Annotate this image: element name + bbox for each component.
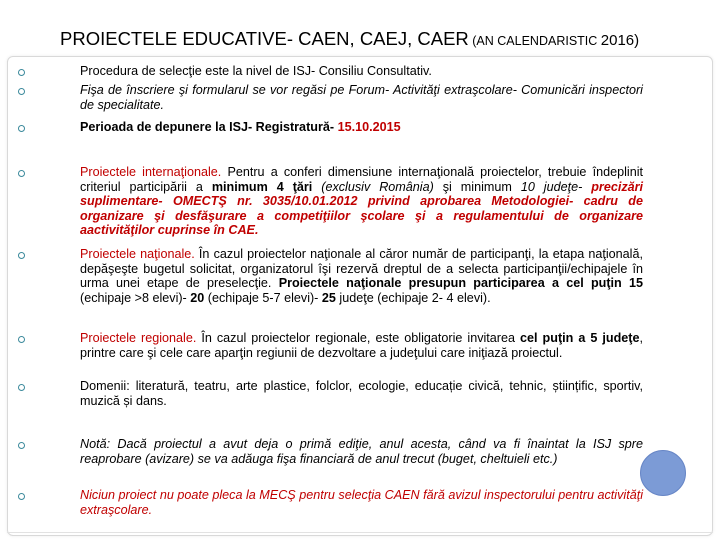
item-text: Pentru a conferi dimensiune internaţională proiectelor, trebuie îndeplinit criteriul participării a bbox=[80, 165, 643, 194]
slide-frame-bottom bbox=[7, 532, 713, 539]
item-text: Perioada de depunere la ISJ- Registratură- bbox=[80, 120, 338, 134]
list-item-perioada bbox=[80, 120, 643, 135]
item-lead: Proiectele internaţionale. bbox=[80, 165, 222, 179]
deadline-date: 15.10.2015 bbox=[337, 120, 401, 134]
item-text: (echipaje 5-7 elevi)- bbox=[204, 290, 322, 305]
item-text: Fişa de înscriere şi formularul se vor regăsi pe Forum- Activităţi extraşcolare- Comunicări inspectori de specialitate. bbox=[80, 83, 643, 112]
decorative-circle bbox=[640, 450, 686, 496]
list-item-procedura bbox=[80, 64, 643, 79]
item-lead: Proiectele naţionale. bbox=[80, 247, 195, 261]
item-text: În cazul proiectelor regionale, este obligatorie invitarea bbox=[196, 331, 521, 345]
bullet-icon bbox=[18, 252, 25, 259]
title-year: 2016) bbox=[600, 32, 640, 49]
bullet-icon bbox=[18, 125, 25, 132]
item-text: În cazul proiectelor naţionale al căror număr de participanţi, la etapa naţională, depăşeşte bugetul solicitat, organizatorul îşi rezervă dreptul de a selecta participanţii/echipajele în urma unei etape de preselecţie. bbox=[80, 247, 643, 291]
item-bold: Proiectele naţionale presupun participarea a cel puţin 15 bbox=[278, 276, 643, 291]
bullet-icon bbox=[18, 88, 25, 95]
bullet-icon bbox=[18, 336, 25, 343]
item-text: Niciun proiect nu poate pleca la MECŞ pentru selecţia CAEN fără avizul inspectorului pentru activităţi extraşcolare. bbox=[80, 488, 643, 517]
item-bold-italic: precizări suplimentare- OMECTŞ nr. 3035/10.01.2012 privind aprobarea Metodologiei- cadru de organizare şi desfăşurare a competiţiilor şcolare şi a regulamentului de organizare aactivităţilor cuprinse în CAE. bbox=[80, 179, 644, 238]
bullet-icon bbox=[18, 493, 25, 500]
item-text: Procedura de selecţie este la nivel de ISJ- Consiliu Consultativ. bbox=[80, 64, 432, 78]
item-text: şi minimum bbox=[433, 179, 521, 194]
item-text: , printre care şi cele care aparţin regiunii de dezvoltare a judeţului care iniţiază proiectul. bbox=[80, 331, 643, 360]
item-lead: Proiectele regionale. bbox=[80, 331, 197, 345]
item-text: Notă: Dacă proiectul a avut deja o primă ediţie, anul acesta, când va fi înaintat la ISJ spre reaprobare (avizare) se va adăuga fişa financiară de anul trecut (buget, cheltuieli etc.) bbox=[80, 437, 643, 466]
list-item-nationale bbox=[80, 247, 643, 305]
title-sub: (AN CALENDARISTIC bbox=[468, 34, 601, 48]
bullet-icon bbox=[18, 170, 25, 177]
list-item-internationale bbox=[80, 165, 643, 238]
list-item-domenii bbox=[80, 379, 643, 408]
slide-title bbox=[60, 28, 639, 50]
bullet-icon bbox=[18, 442, 25, 449]
item-bold: cel puţin a 5 judeţe bbox=[520, 331, 640, 345]
list-item-fisa bbox=[80, 83, 643, 112]
item-bold: 25 bbox=[321, 290, 336, 305]
list-item-niciun-proiect bbox=[80, 488, 643, 517]
item-bold: minimum 4 ţări bbox=[211, 179, 313, 194]
list-item-nota bbox=[80, 437, 643, 466]
item-text: judeţe (echipaje 2- 4 elevi). bbox=[335, 290, 491, 305]
item-bold: 20 bbox=[190, 290, 205, 305]
list-item-regionale bbox=[80, 331, 643, 360]
bullet-icon bbox=[18, 69, 25, 76]
item-italic: 10 judeţe- bbox=[520, 179, 583, 194]
item-italic: (exclusiv România) bbox=[312, 179, 434, 194]
title-main: PROIECTELE EDUCATIVE- CAEN, CAEJ, CAER bbox=[60, 28, 469, 49]
item-text: (echipaje >8 elevi)- bbox=[80, 290, 191, 305]
item-text: Domenii: literatură, teatru, arte plastice, folclor, ecologie, educație civică, tehnic, științific, sportiv, muzică și dans. bbox=[80, 379, 643, 408]
bullet-icon bbox=[18, 384, 25, 391]
